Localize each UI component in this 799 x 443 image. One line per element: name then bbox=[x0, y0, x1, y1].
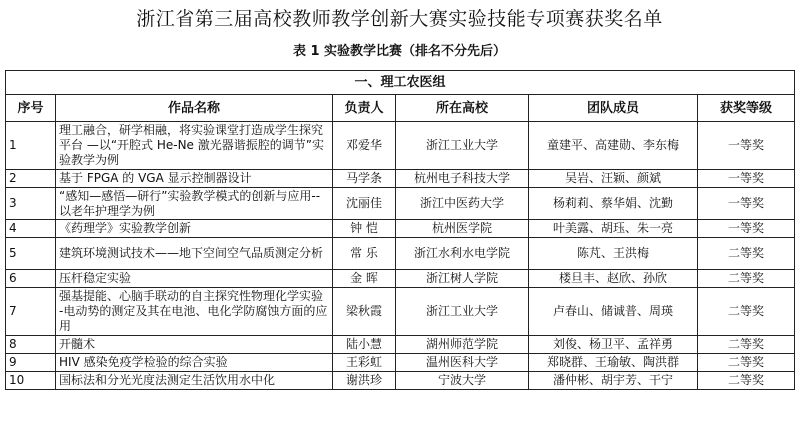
cell-title: 压杆稳定实验 bbox=[56, 270, 333, 288]
cell-level: 一等奖 bbox=[698, 220, 795, 238]
cell-school: 杭州电子科技大学 bbox=[396, 170, 529, 188]
cell-no: 6 bbox=[6, 270, 56, 288]
cell-team: 吴岩、汪颖、颜斌 bbox=[529, 170, 698, 188]
cell-no: 7 bbox=[6, 288, 56, 336]
cell-title: 强基提能、心脑手联动的自主探究性物理化学实验 -电动势的测定及其在电池、电化学防腐蚀方面的应用 bbox=[56, 288, 333, 336]
cell-school: 浙江水利水电学院 bbox=[396, 238, 529, 270]
cell-leader: 王彩虹 bbox=[333, 354, 396, 372]
table-row bbox=[6, 188, 795, 220]
cell-school: 浙江工业大学 bbox=[396, 122, 529, 170]
cell-school: 湖州师范学院 bbox=[396, 336, 529, 354]
cell-no: 4 bbox=[6, 220, 56, 238]
cell-team: 童建平、高建勋、李东梅 bbox=[529, 122, 698, 170]
cell-level: 二等奖 bbox=[698, 288, 795, 336]
cell-school: 宁波大学 bbox=[396, 372, 529, 390]
cell-level: 二等奖 bbox=[698, 372, 795, 390]
cell-no: 1 bbox=[6, 122, 56, 170]
cell-no: 2 bbox=[6, 170, 56, 188]
table-row bbox=[6, 288, 795, 336]
cell-leader: 邓爱华 bbox=[333, 122, 396, 170]
document-title: 浙江省第三届高校教师教学创新大赛实验技能专项赛获奖名单 bbox=[136, 8, 663, 30]
cell-no: 5 bbox=[6, 238, 56, 270]
cell-team: 陈芃、王洪梅 bbox=[529, 238, 698, 270]
cell-title: 《药理学》实验教学创新 bbox=[56, 220, 333, 238]
cell-leader: 马学条 bbox=[333, 170, 396, 188]
cell-title: 理工融合，研学相融，将实验课堂打造成学生探究平台 —以“开腔式 He-Ne 激光器谐振腔的调节”实验教学为例 bbox=[56, 122, 333, 170]
cell-school: 浙江中医药大学 bbox=[396, 188, 529, 220]
column-header-level: 获奖等级 bbox=[698, 95, 795, 122]
cell-title: 基于 FPGA 的 VGA 显示控制器设计 bbox=[56, 170, 333, 188]
cell-school: 杭州医学院 bbox=[396, 220, 529, 238]
table-row bbox=[6, 270, 795, 288]
cell-level: 二等奖 bbox=[698, 270, 795, 288]
cell-level: 二等奖 bbox=[698, 238, 795, 270]
cell-leader: 钟 恺 bbox=[333, 220, 396, 238]
column-header-leader: 负责人 bbox=[333, 95, 396, 122]
cell-no: 9 bbox=[6, 354, 56, 372]
cell-team: 杨莉莉、蔡华娟、沈勤 bbox=[529, 188, 698, 220]
cell-leader: 常 乐 bbox=[333, 238, 396, 270]
cell-school: 浙江树人学院 bbox=[396, 270, 529, 288]
table-row bbox=[6, 170, 795, 188]
cell-leader: 陆小慧 bbox=[333, 336, 396, 354]
cell-title: 建筑环境测试技术——地下空间空气品质测定分析 bbox=[56, 238, 333, 270]
column-header-school: 所在高校 bbox=[396, 95, 529, 122]
cell-no: 10 bbox=[6, 372, 56, 390]
cell-no: 3 bbox=[6, 188, 56, 220]
cell-level: 一等奖 bbox=[698, 170, 795, 188]
cell-team: 楼旦丰、赵欣、孙欣 bbox=[529, 270, 698, 288]
group-title: 一、理工农医组 bbox=[6, 71, 795, 95]
cell-level: 一等奖 bbox=[698, 188, 795, 220]
table-row bbox=[6, 372, 795, 390]
group-row bbox=[6, 71, 795, 95]
cell-team: 潘仲彬、胡宇芳、干宁 bbox=[529, 372, 698, 390]
cell-title: “感知—感悟—研行”实验教学模式的创新与应用--以老年护理学为例 bbox=[56, 188, 333, 220]
cell-leader: 金 晖 bbox=[333, 270, 396, 288]
cell-team: 刘俊、杨卫平、孟祥勇 bbox=[529, 336, 698, 354]
column-header-team: 团队成员 bbox=[529, 95, 698, 122]
cell-team: 郑晓群、王瑜敏、陶洪群 bbox=[529, 354, 698, 372]
table-row bbox=[6, 122, 795, 170]
cell-school: 温州医科大学 bbox=[396, 354, 529, 372]
cell-title: HIV 感染免疫学检验的综合实验 bbox=[56, 354, 333, 372]
cell-title: 国标法和分光光度法测定生活饮用水中化 bbox=[56, 372, 333, 390]
cell-leader: 梁秋霞 bbox=[333, 288, 396, 336]
column-header-title: 作品名称 bbox=[56, 95, 333, 122]
table-row bbox=[6, 220, 795, 238]
cell-title: 开髓术 bbox=[56, 336, 333, 354]
cell-level: 二等奖 bbox=[698, 336, 795, 354]
table-row bbox=[6, 336, 795, 354]
table-row bbox=[6, 238, 795, 270]
table-row bbox=[6, 354, 795, 372]
table-header-row bbox=[6, 95, 795, 122]
cell-team: 叶美露、胡珏、朱一亮 bbox=[529, 220, 698, 238]
cell-leader: 谢洪珍 bbox=[333, 372, 396, 390]
cell-school: 浙江工业大学 bbox=[396, 288, 529, 336]
cell-level: 一等奖 bbox=[698, 122, 795, 170]
table-caption: 表 1 实验教学比赛（排名不分先后） bbox=[292, 44, 507, 59]
cell-no: 8 bbox=[6, 336, 56, 354]
cell-leader: 沈丽佳 bbox=[333, 188, 396, 220]
cell-level: 二等奖 bbox=[698, 354, 795, 372]
cell-team: 卢春山、储诚普、周瑛 bbox=[529, 288, 698, 336]
awards-table bbox=[5, 70, 795, 390]
column-header-no: 序号 bbox=[6, 95, 56, 122]
